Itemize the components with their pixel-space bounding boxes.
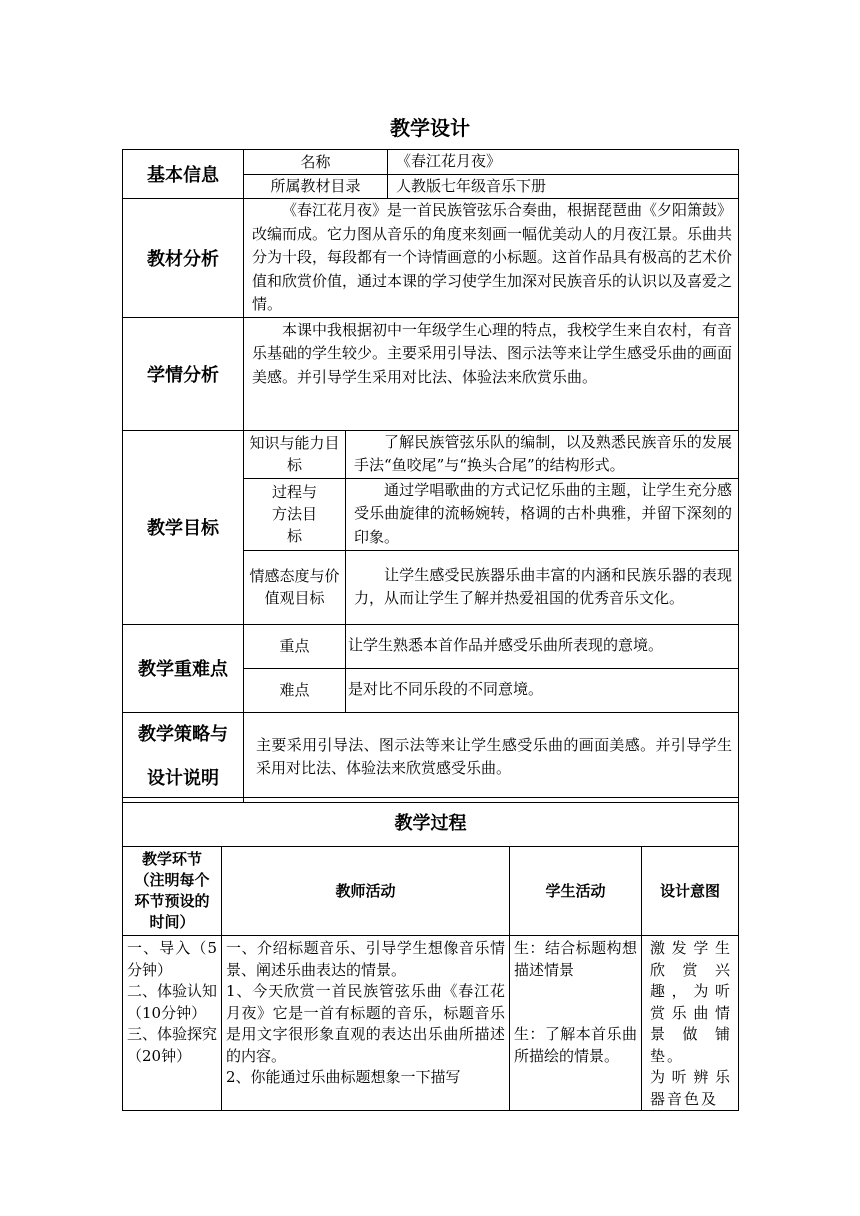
strategy-label-line1: 教学策略与 [138,724,228,745]
step-cell [123,936,222,1111]
basic-info-label: 基本信息 [123,150,244,199]
step-header: 教学环节（注明每个环节预设的时间） [123,847,222,936]
info-table [122,149,739,803]
objective-label-knowledge: 知识与能力目标 [244,430,346,478]
objective-text-emotion: 让学生感受民族器乐曲丰富的内涵和民族乐器的表现力，从而让学生了解并热爱祖国的优秀音乐文化。 [346,550,739,624]
objective-text-process: 通过学唱歌曲的方式记忆乐曲的主题，让学生充分感受乐曲旋律的流畅婉转，格调的古朴典雅，并留下深刻的印象。 [346,478,739,550]
intent-cell [642,936,739,1111]
student-analysis-label: 学情分析 [123,317,244,430]
material-analysis-text: 《春江花月夜》是一首民族管弦乐合奏曲，根据琵琶曲《夕阳箫鼓》改编而成。它力图从音乐的角度来刻画一幅优美动人的月夜江景。乐曲共分为十段，每段都有一个诗情画意的小标题。这首作品具有极高的艺术价值和欣赏价值，通过本课的学习使学生加深对民族音乐的认识以及喜爱之情。 [244,199,739,318]
student-header: 学生活动 [510,847,642,936]
objective-label-emotion: 情感态度与价值观目标 [244,550,346,624]
teacher-line: 2、你能通过乐曲标题想象一下描写 [226,1068,461,1086]
step-line: 一、导入（5分钟） [127,939,217,979]
name-value: 《春江花月夜》 [388,150,739,175]
catalog-label: 所属教材目录 [244,174,388,199]
objective-label-process: 过程与方法目标 [244,478,346,550]
student-analysis-text: 本课中我根据初中一年级学生心理的特点，我校学生来自农村，有音乐基础的学生较少。主要采用引导法、图示法等来让学生感受乐曲的画面美感。并引导学生采用对比法、体验法来欣赏乐曲。 [244,317,739,430]
document-title: 教学设计 [390,116,470,140]
intent-line: 激发学生欣赏兴趣，为听赏乐曲情景做铺垫。 [650,939,732,1065]
catalog-value: 人教版七年级音乐下册 [388,174,739,199]
difficult-text: 是对比不同乐段的不同意境。 [346,668,739,712]
teacher-header: 教师活动 [222,847,510,936]
process-table [122,797,739,1111]
intent-header: 设计意图 [642,847,739,936]
teacher-cell [222,936,510,1111]
key-text: 让学生熟悉本首作品并感受乐曲所表现的意境。 [346,624,739,668]
process-title: 教学过程 [123,798,739,847]
strategy-text: 主要采用引导法、图示法等来让学生感受乐曲的画面美感。并引导学生采用对比法、体验法来欣赏感受乐曲。 [244,712,739,802]
material-analysis-label: 教材分析 [123,199,244,318]
key-points-label: 教学重难点 [123,624,244,712]
key-label: 重点 [244,624,346,668]
step-line: 三、体验探究（20钟） [127,1025,218,1065]
intent-line: 为听辨乐器音色及 [650,1068,732,1108]
student-cell [510,936,642,1111]
objective-text-knowledge: 了解民族管弦乐队的编制，以及熟悉民族音乐的发展手法“鱼咬尾”与“换头合尾”的结构形式。 [346,430,739,478]
teacher-line: 1、今天欣赏一首民族管弦乐曲《春江花月夜》它是一首有标题的音乐，标题音乐是用文字很形象直观的表达出乐曲所描述的内容。 [226,982,505,1065]
strategy-label-line2: 设计说明 [147,768,219,789]
teacher-line: 一、介绍标题音乐、引导学生想像音乐情景、阐述乐曲表达的情景。 [226,939,505,979]
objectives-label: 教学目标 [123,430,244,624]
student-line: 生：了解本首乐曲所描绘的情景。 [514,1025,637,1065]
student-line: 生：结合标题构想描述情景 [514,939,637,979]
step-line: 二、体验认知（10分钟） [127,982,218,1022]
difficult-label: 难点 [244,668,346,712]
name-label: 名称 [244,150,388,175]
strategy-label [123,712,244,802]
